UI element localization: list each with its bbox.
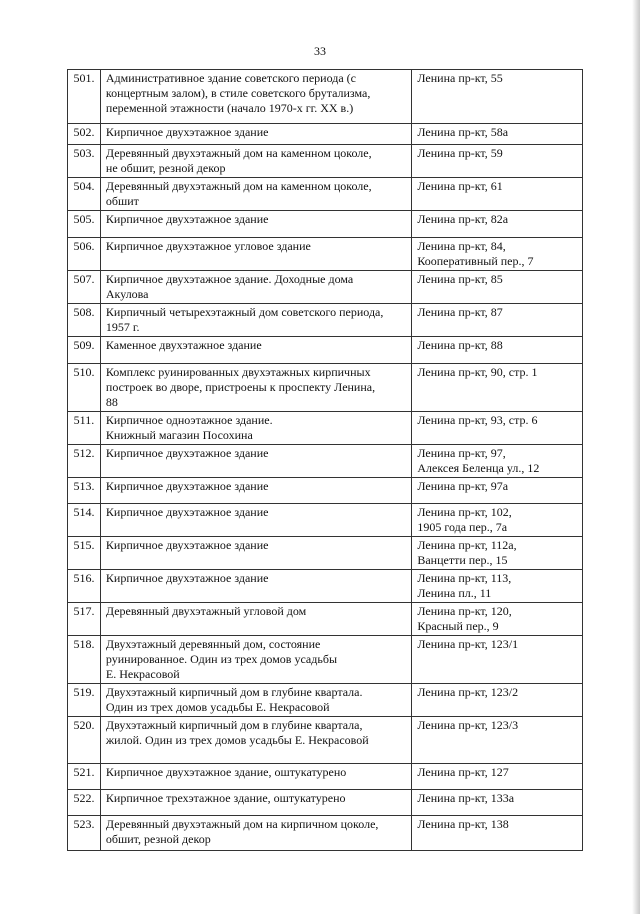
row-number: 512. <box>68 445 101 478</box>
row-number: 521. <box>68 764 101 790</box>
object-address: Ленина пр-кт, 97а <box>412 478 583 504</box>
row-number: 507. <box>68 271 101 304</box>
row-number: 522. <box>68 790 101 816</box>
object-description: Кирпичное двухэтажное здание <box>100 211 411 238</box>
table-row <box>68 478 583 504</box>
table-row <box>68 211 583 238</box>
object-description: Кирпичное двухэтажное здание <box>100 504 411 537</box>
table-row <box>68 816 583 851</box>
object-description: Деревянный двухэтажный дом на каменном цоколе, не обшит, резной декор <box>100 145 411 178</box>
table-row <box>68 603 583 636</box>
table-row <box>68 70 583 124</box>
object-address: Ленина пр-кт, 102, 1905 года пер., 7а <box>412 504 583 537</box>
registry-table <box>67 69 583 851</box>
row-number: 517. <box>68 603 101 636</box>
object-description: Двухэтажный кирпичный дом в глубине квартала, жилой. Один из трех домов усадьбы Е. Некрасовой <box>100 717 411 764</box>
object-description: Деревянный двухэтажный дом на каменном цоколе, обшит <box>100 178 411 211</box>
table-row <box>68 717 583 764</box>
row-number: 513. <box>68 478 101 504</box>
object-address: Ленина пр-кт, 97, Алексея Беленца ул., 12 <box>412 445 583 478</box>
object-description: Кирпичное двухэтажное здание <box>100 445 411 478</box>
table-row <box>68 412 583 445</box>
object-description: Кирпичное двухэтажное здание. Доходные дома Акулова <box>100 271 411 304</box>
object-address: Ленина пр-кт, 113, Ленина пл., 11 <box>412 570 583 603</box>
row-number: 506. <box>68 238 101 271</box>
object-address: Ленина пр-кт, 127 <box>412 764 583 790</box>
object-address: Ленина пр-кт, 93, стр. 6 <box>412 412 583 445</box>
object-description: Каменное двухэтажное здание <box>100 337 411 364</box>
table-row <box>68 238 583 271</box>
object-description: Комплекс руинированных двухэтажных кирпичных построек во дворе, пристроены к проспекту Ленина, 88 <box>100 364 411 412</box>
row-number: 515. <box>68 537 101 570</box>
table-row <box>68 124 583 145</box>
object-address: Ленина пр-кт, 123/1 <box>412 636 583 684</box>
row-number: 523. <box>68 816 101 851</box>
object-description: Кирпичное двухэтажное угловое здание <box>100 238 411 271</box>
object-address: Ленина пр-кт, 112а, Ванцетти пер., 15 <box>412 537 583 570</box>
object-address: Ленина пр-кт, 90, стр. 1 <box>412 364 583 412</box>
row-number: 519. <box>68 684 101 717</box>
object-description: Двухэтажный деревянный дом, состояние руинированное. Один из трех домов усадьбы Е. Некрасовой <box>100 636 411 684</box>
object-description: Кирпичное двухэтажное здание <box>100 537 411 570</box>
table-row <box>68 764 583 790</box>
object-description: Административное здание советского периода (с концертным залом), в стиле советского брутализма, переменной этажности (начало 1970-х гг. XX в.) <box>100 70 411 124</box>
object-description: Деревянный двухэтажный угловой дом <box>100 603 411 636</box>
page-edge-shadow <box>632 0 640 914</box>
row-number: 511. <box>68 412 101 445</box>
table-row <box>68 445 583 478</box>
object-description: Кирпичный четырехэтажный дом советского периода, 1957 г. <box>100 304 411 337</box>
row-number: 509. <box>68 337 101 364</box>
table-row <box>68 178 583 211</box>
row-number: 514. <box>68 504 101 537</box>
object-address: Ленина пр-кт, 88 <box>412 337 583 364</box>
table-row <box>68 790 583 816</box>
object-description: Кирпичное двухэтажное здание <box>100 478 411 504</box>
table-row <box>68 684 583 717</box>
object-address: Ленина пр-кт, 55 <box>412 70 583 124</box>
object-description: Кирпичное трехэтажное здание, оштукатурено <box>100 790 411 816</box>
row-number: 508. <box>68 304 101 337</box>
row-number: 510. <box>68 364 101 412</box>
object-description: Кирпичное двухэтажное здание <box>100 124 411 145</box>
table-row <box>68 504 583 537</box>
object-address: Ленина пр-кт, 85 <box>412 271 583 304</box>
object-description: Двухэтажный кирпичный дом в глубине квартала. Один из трех домов усадьбы Е. Некрасовой <box>100 684 411 717</box>
object-address: Ленина пр-кт, 87 <box>412 304 583 337</box>
row-number: 501. <box>68 70 101 124</box>
object-address: Ленина пр-кт, 84, Кооперативный пер., 7 <box>412 238 583 271</box>
object-description: Кирпичное двухэтажное здание, оштукатурено <box>100 764 411 790</box>
row-number: 516. <box>68 570 101 603</box>
row-number: 503. <box>68 145 101 178</box>
row-number: 505. <box>68 211 101 238</box>
row-number: 518. <box>68 636 101 684</box>
object-description: Деревянный двухэтажный дом на кирпичном цоколе, обшит, резной декор <box>100 816 411 851</box>
table-row <box>68 145 583 178</box>
row-number: 520. <box>68 717 101 764</box>
page-number: 33 <box>314 44 326 58</box>
object-address: Ленина пр-кт, 58а <box>412 124 583 145</box>
object-address: Ленина пр-кт, 120, Красный пер., 9 <box>412 603 583 636</box>
table-row <box>68 636 583 684</box>
object-address: Ленина пр-кт, 133а <box>412 790 583 816</box>
object-address: Ленина пр-кт, 61 <box>412 178 583 211</box>
table-row <box>68 271 583 304</box>
table-row <box>68 337 583 364</box>
table-row <box>68 537 583 570</box>
object-address: Ленина пр-кт, 123/2 <box>412 684 583 717</box>
object-address: Ленина пр-кт, 123/3 <box>412 717 583 764</box>
table-row <box>68 570 583 603</box>
object-address: Ленина пр-кт, 82а <box>412 211 583 238</box>
table-row <box>68 304 583 337</box>
object-description: Кирпичное одноэтажное здание. Книжный магазин Посохина <box>100 412 411 445</box>
table-row <box>68 364 583 412</box>
object-address: Ленина пр-кт, 59 <box>412 145 583 178</box>
registry-table-body <box>68 70 583 851</box>
row-number: 504. <box>68 178 101 211</box>
object-address: Ленина пр-кт, 138 <box>412 816 583 851</box>
object-description: Кирпичное двухэтажное здание <box>100 570 411 603</box>
row-number: 502. <box>68 124 101 145</box>
